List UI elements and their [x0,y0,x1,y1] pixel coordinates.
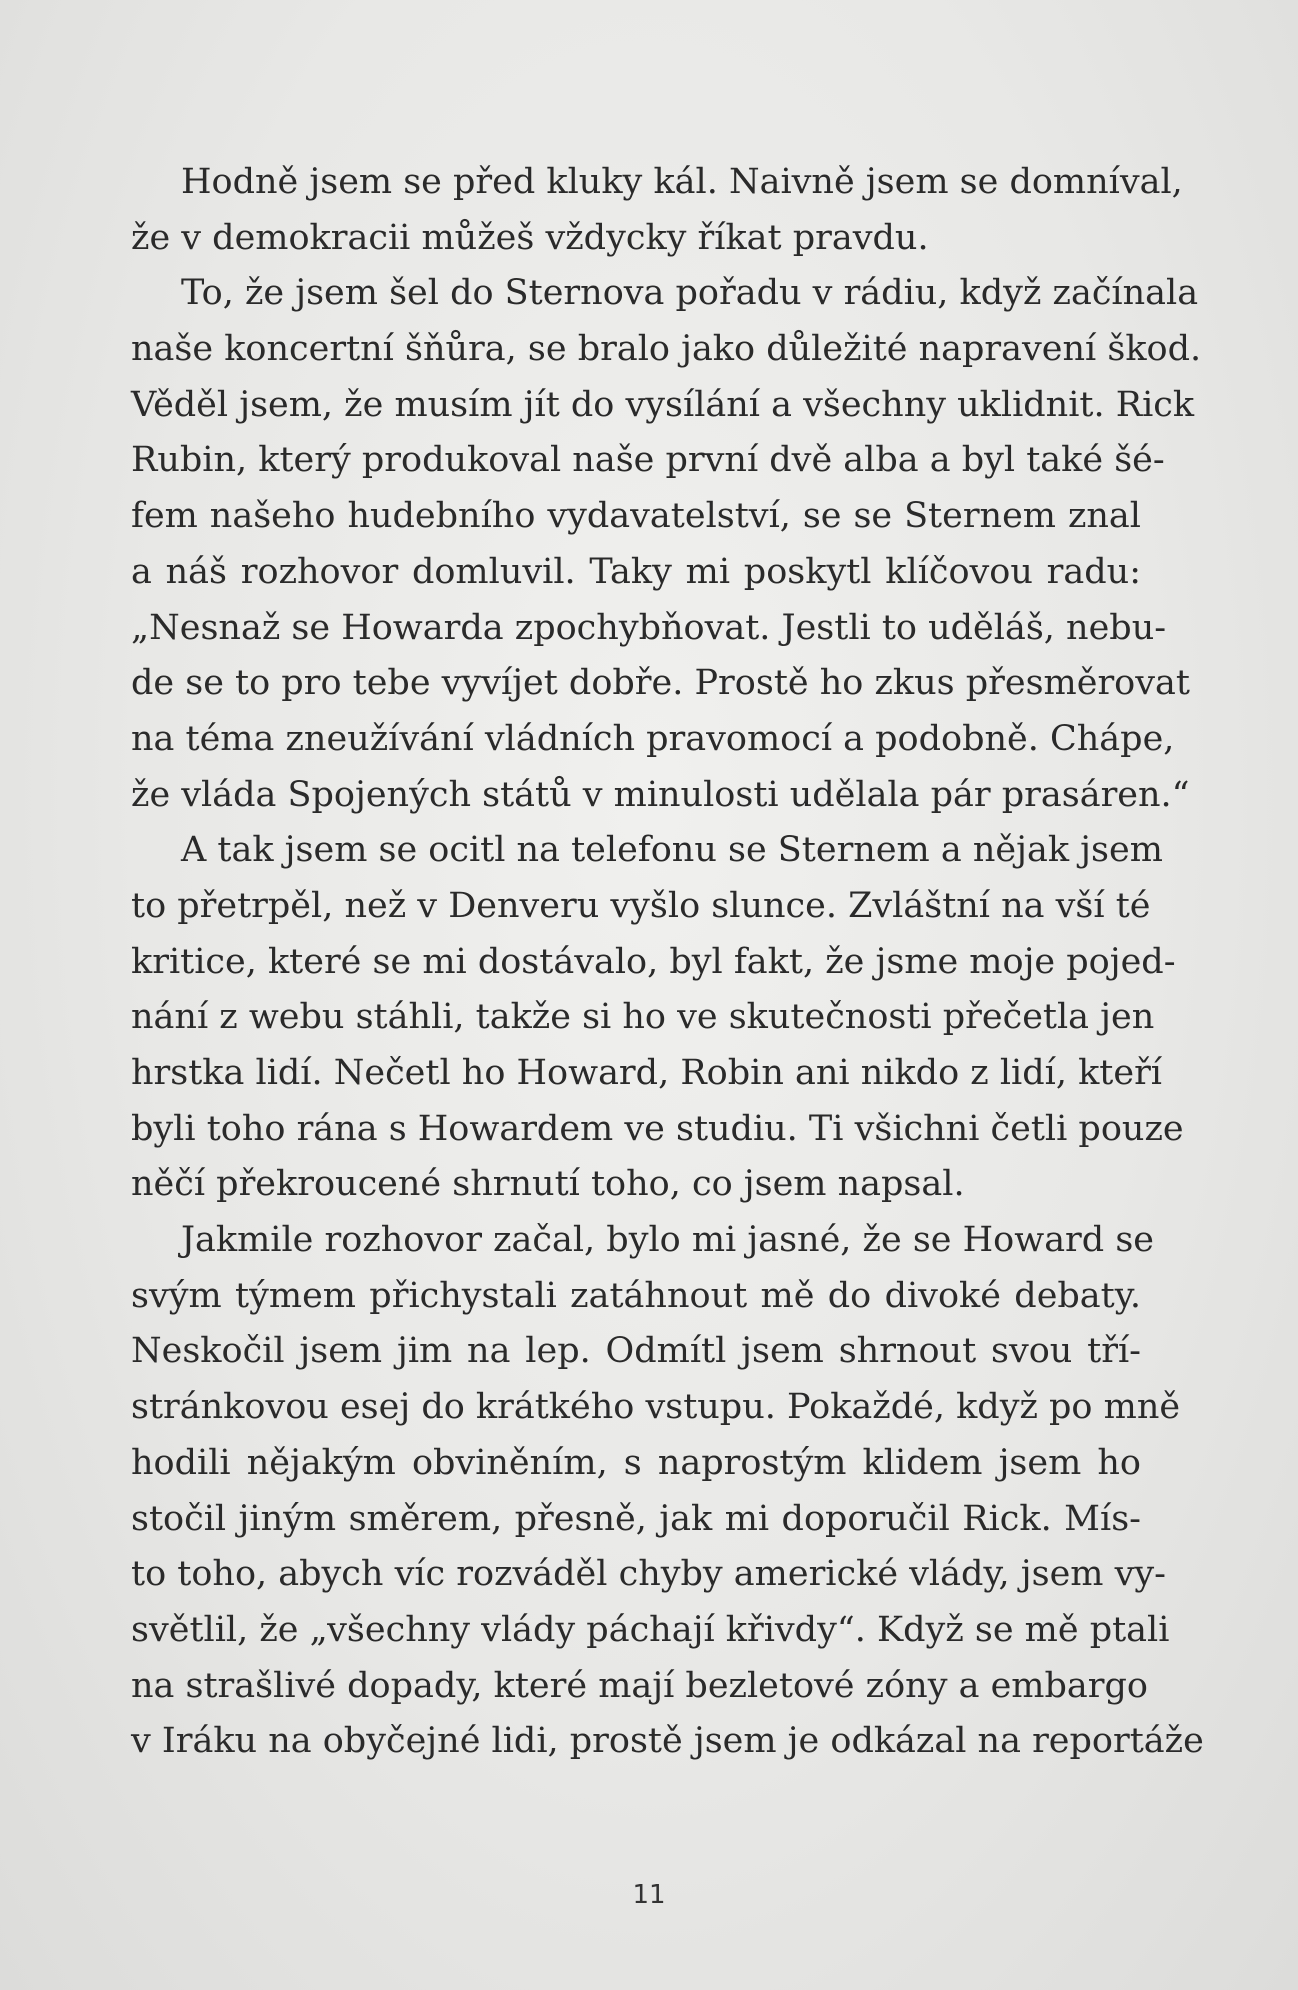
text-line: Jakmile rozhovor začal, bylo mi jasné, že se Howard se [181,1220,1154,1261]
text-line: Neskočil jsem jim na lep. Odmítl jsem shrnout svou tří- [131,1331,1141,1372]
text-line: byli toho rána s Howardem ve studiu. Ti všichni četli pouze [131,1108,1184,1149]
text-line: stránkovou esej do krátkého vstupu. Pokaždé, když po mně [131,1387,1181,1428]
text-line: na téma zneužívání vládních pravomocí a podobně. Chápe, [131,718,1175,759]
page-number: 11 [632,1880,666,1910]
text-line: To, že jsem šel do Sternova pořadu v rádiu, když začínala [181,273,1199,314]
text-line: něčí překroucené shrnutí toho, co jsem napsal. [131,1164,965,1205]
text-line: Věděl jsem, že musím jít do vysílání a všechny uklidnit. Rick [131,384,1195,425]
text-line: svým týmem přichystali zatáhnout mě do divoké debaty. [131,1275,1141,1316]
body-text [131,155,1204,1770]
text-line: de se to pro tebe vyvíjet dobře. Prostě ho zkus přesměrovat [131,663,1190,704]
text-line: že vláda Spojených států v minulosti udělala pár prasáren.“ [131,774,1190,815]
text-line: a náš rozhovor domluvil. Taky mi poskytl klíčovou radu: [131,551,1141,592]
text-line: to toho, abych víc rozváděl chyby americké vlády, jsem vy- [131,1554,1166,1595]
text-line: hrstka lidí. Nečetl ho Howard, Robin ani nikdo z lidí, kteří [131,1053,1162,1093]
text-line: hodili nějakým obviněním, s naprostým klidem jsem ho [131,1442,1141,1483]
text-line: to přetrpěl, než v Denveru vyšlo slunce. Zvláštní na vší té [131,885,1151,926]
text-line: kritice, které se mi dostávalo, byl fakt, že jsme moje pojed- [131,941,1176,982]
text-line: naše koncertní šňůra, se bralo jako důležité napravení škod. [131,329,1202,370]
text-line: že v demokracii můžeš vždycky říkat pravdu. [131,217,929,258]
text-line: v Iráku na obyčejné lidi, prostě jsem je odkázal na reportáže [131,1721,1204,1762]
text-line: fem našeho hudebního vydavatelství, se se Sternem znal [131,496,1141,537]
text-line: světlil, že „všechny vlády páchají křivdy“. Když se mě ptali [131,1609,1170,1650]
text-line: Hodně jsem se před kluky kál. Naivně jsem se domníval, [181,162,1183,202]
text-line: „Nesnaž se Howarda zpochybňovat. Jestli to uděláš, nebu- [131,607,1167,648]
text-line: nání z webu stáhli, takže si ho ve skutečnosti přečetla jen [131,997,1155,1038]
text-line: stočil jiným směrem, přesně, jak mi doporučil Rick. Mís- [131,1498,1141,1539]
text-line: A tak jsem se ocitl na telefonu se Sternem a nějak jsem [181,830,1163,871]
text-line: na strašlivé dopady, které mají bezletové zóny a embargo [131,1665,1148,1706]
text-line: Rubin, který produkoval naše první dvě alba a byl také šé- [131,440,1165,481]
